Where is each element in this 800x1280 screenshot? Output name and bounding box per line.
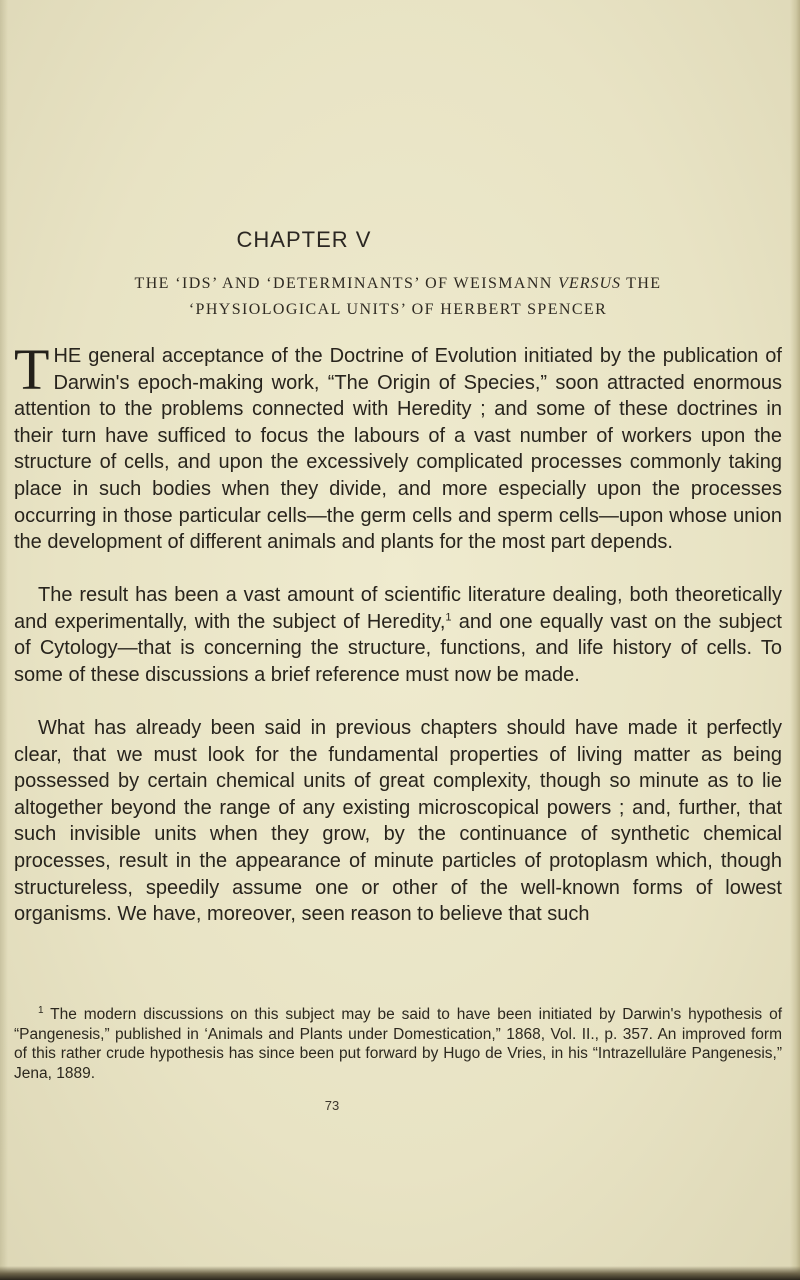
drop-cap: T <box>14 337 50 402</box>
page-bottom-edge <box>0 1266 800 1280</box>
page-number: 73 <box>324 1098 340 1113</box>
chapter-title-line-1 <box>14 275 782 293</box>
paragraph-1 <box>14 337 782 556</box>
paragraph-2-text-a: The result has been a vast amount of scientific literature dealing, both theoretically and experimentally, with the subject of Heredity, <box>14 584 782 633</box>
page-right-edge <box>790 0 800 1280</box>
paragraph-2-text-b: and one equally vast on the subject of Cytology—that is concerning the structure, functions, and life history of cells. To some of these discussions a brief reference must now be made. <box>14 610 782 686</box>
chapter-title-part-b: THE <box>621 275 662 292</box>
chapter-title-versus: VERSUS <box>558 275 622 292</box>
chapter-title-part-a: THE ‘IDS’ AND ‘DETERMINANTS’ OF WEISMANN <box>134 275 559 292</box>
footnote-text: The modern discussions on this subject may be said to have been initiated by Darwin's hypothesis of “Pangenesis,” published in ‘Animals and Plants under Domestication,” 1868, Vol. II., p. 357. An improved form of this rather crude hypothesis has since been put forward by Hugo de Vries, in his “Intrazelluläre Pangenesis,” Jena, 1889. <box>14 1006 782 1082</box>
footnote-reference[interactable]: 1 <box>445 610 452 623</box>
footnote-mark: 1 <box>38 1004 44 1016</box>
page-left-edge <box>0 0 8 1280</box>
chapter-title-line-2: ‘PHYSIOLOGICAL UNITS’ OF HERBERT SPENCER <box>188 301 608 318</box>
paragraph-2 <box>14 582 782 688</box>
footnote <box>14 1005 782 1083</box>
paragraph-3: What has already been said in previous chapters should have made it perfectly clear, that we must look for the fundamental properties of living matter as being possessed by certain chemical units of great complexity, though so minute as to lie altogether beyond the range of any existing microscopical powers ; and, further, that such invisible units when they grow, by the continuance of synthetic chemical processes, result in the appearance of minute particles of protoplasm which, though structureless, speedily assume one or other of the well-known forms of lowest organisms. We have, moreover, seen reason to believe that such <box>14 717 782 926</box>
chapter-heading: CHAPTER V <box>236 227 372 252</box>
paragraph-1-text: HE general acceptance of the Doctrine of Evolution initiated by the publication of Darwin's epoch-making work, “The Origin of Species,” soon attracted enormous attention to the problems connected with Heredity ; and some of these doctrines in their turn have sufficed to focus the labours of a vast number of workers upon the structure of cells, and upon the excessively complicated processes commonly taking place in such bodies when they divide, and more especially upon the processes occurring in those particular cells—the germ cells and sperm cells—upon whose union the development of different animals and plants for the most part depends. <box>14 345 782 554</box>
